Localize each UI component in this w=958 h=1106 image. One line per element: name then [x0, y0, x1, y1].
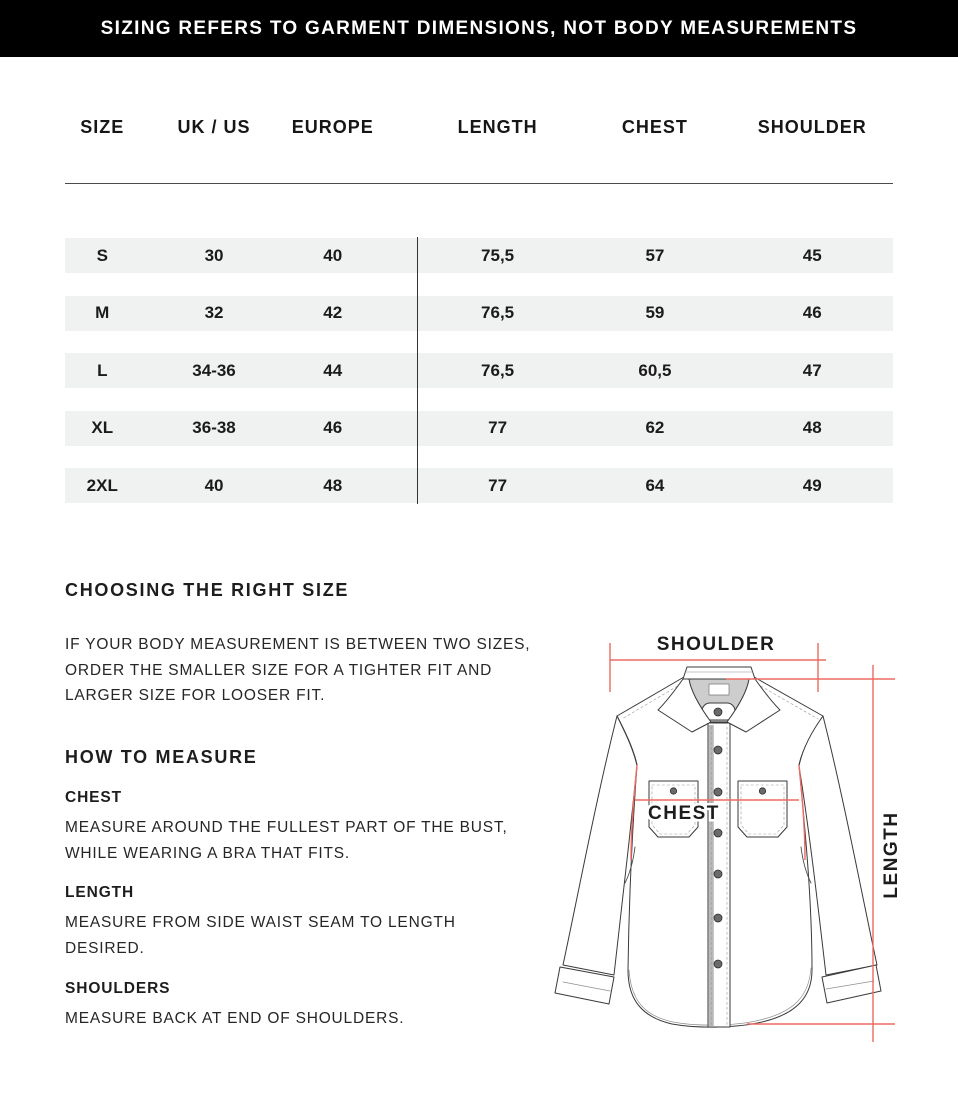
- cell-uk-us: 40: [204, 475, 224, 495]
- text-line: ORDER THE SMALLER SIZE FOR A TIGHTER FIT AND: [65, 661, 493, 679]
- measure-item-text: [65, 1006, 565, 1032]
- table-row: [65, 238, 893, 273]
- measure-item-label: CHEST: [65, 789, 123, 806]
- cell-chest: 59: [645, 303, 665, 322]
- text-line: LARGER SIZE FOR LOOSER FIT.: [65, 687, 326, 705]
- cell-uk-us: 32: [204, 303, 224, 322]
- how-to-measure-section: [65, 747, 257, 768]
- cell-chest: 64: [645, 475, 665, 495]
- measure-item-shoulders: [65, 980, 565, 1032]
- cell-size: 2XL: [86, 475, 118, 495]
- shirt-neck-label: [709, 684, 729, 695]
- cell-chest: 62: [645, 418, 665, 437]
- shirt-collar-band: [683, 667, 755, 679]
- size-table-header-row: [65, 117, 893, 138]
- cell-length: 77: [488, 475, 508, 495]
- choosing-size-section: [65, 580, 565, 709]
- choosing-size-text: [65, 632, 565, 709]
- cell-europe: 46: [323, 418, 343, 437]
- cell-uk-us: 34-36: [192, 360, 236, 380]
- text-line: WHILE WEARING A BRA THAT FITS.: [65, 844, 350, 862]
- cell-length: 76,5: [481, 303, 515, 322]
- how-to-measure-title: HOW TO MEASURE: [65, 747, 258, 767]
- column-header-chest: CHEST: [621, 117, 688, 137]
- cell-length: 75,5: [481, 245, 515, 265]
- cell-uk-us: 36-38: [192, 418, 236, 437]
- text-line: DESIRED.: [65, 939, 145, 957]
- cell-shoulder: 47: [802, 360, 822, 380]
- cell-europe: 42: [323, 303, 343, 322]
- measure-item-label: LENGTH: [65, 884, 135, 901]
- cell-size: S: [96, 245, 108, 265]
- table-row: [65, 296, 893, 331]
- shoulder-label: SHOULDER: [656, 634, 776, 655]
- cell-shoulder: 49: [802, 475, 822, 495]
- cell-europe: 40: [323, 245, 343, 265]
- table-row: [65, 468, 893, 503]
- column-header-length: LENGTH: [457, 117, 538, 137]
- banner-text: SIZING REFERS TO GARMENT DIMENSIONS, NOT BODY MEASUREMENTS: [100, 17, 858, 39]
- header-divider-line: [65, 183, 893, 184]
- column-header-europe: EUROPE: [291, 117, 374, 137]
- shirt-sleeve-left: [563, 716, 637, 975]
- measure-item-text: [65, 815, 565, 866]
- cell-shoulder: 48: [802, 418, 822, 437]
- column-header-shoulder: SHOULDER: [757, 117, 867, 137]
- cell-shoulder: 46: [802, 303, 822, 322]
- text-line: MEASURE FROM SIDE WAIST SEAM TO LENGTH: [65, 914, 456, 931]
- table-row: [65, 411, 893, 446]
- cell-length: 77: [488, 418, 508, 437]
- cell-size: XL: [91, 418, 114, 437]
- measure-item-text: [65, 910, 565, 961]
- measure-item-length: [65, 884, 565, 961]
- text-line: MEASURE AROUND THE FULLEST PART OF THE BUST,: [65, 819, 508, 836]
- cell-chest: 60,5: [638, 360, 672, 380]
- cell-size: M: [95, 303, 110, 322]
- chest-label: CHEST: [648, 803, 720, 824]
- cell-chest: 57: [645, 245, 665, 265]
- cell-shoulder: 45: [802, 245, 822, 265]
- shirt-measurement-diagram: [550, 615, 958, 1080]
- cell-europe: 48: [323, 475, 343, 495]
- cell-size: L: [97, 360, 108, 380]
- cell-uk-us: 30: [204, 245, 224, 265]
- size-table-body: [65, 238, 893, 503]
- measure-item-chest: [65, 789, 565, 866]
- text-line: IF YOUR BODY MEASUREMENT IS BETWEEN TWO SIZES,: [65, 636, 531, 653]
- choosing-size-title: CHOOSING THE RIGHT SIZE: [65, 580, 350, 600]
- top-banner: [0, 0, 958, 57]
- text-line: MEASURE BACK AT END OF SHOULDERS.: [65, 1010, 405, 1027]
- column-header-size: SIZE: [80, 117, 125, 137]
- cell-length: 76,5: [481, 360, 515, 380]
- length-label: LENGTH: [881, 811, 902, 899]
- column-divider-line: [417, 237, 418, 504]
- measure-item-label: SHOULDERS: [65, 980, 171, 997]
- column-header-uk-us: UK / US: [177, 117, 251, 137]
- shirt-illustration: [550, 615, 958, 1080]
- cell-europe: 44: [323, 360, 343, 380]
- table-row: [65, 353, 893, 388]
